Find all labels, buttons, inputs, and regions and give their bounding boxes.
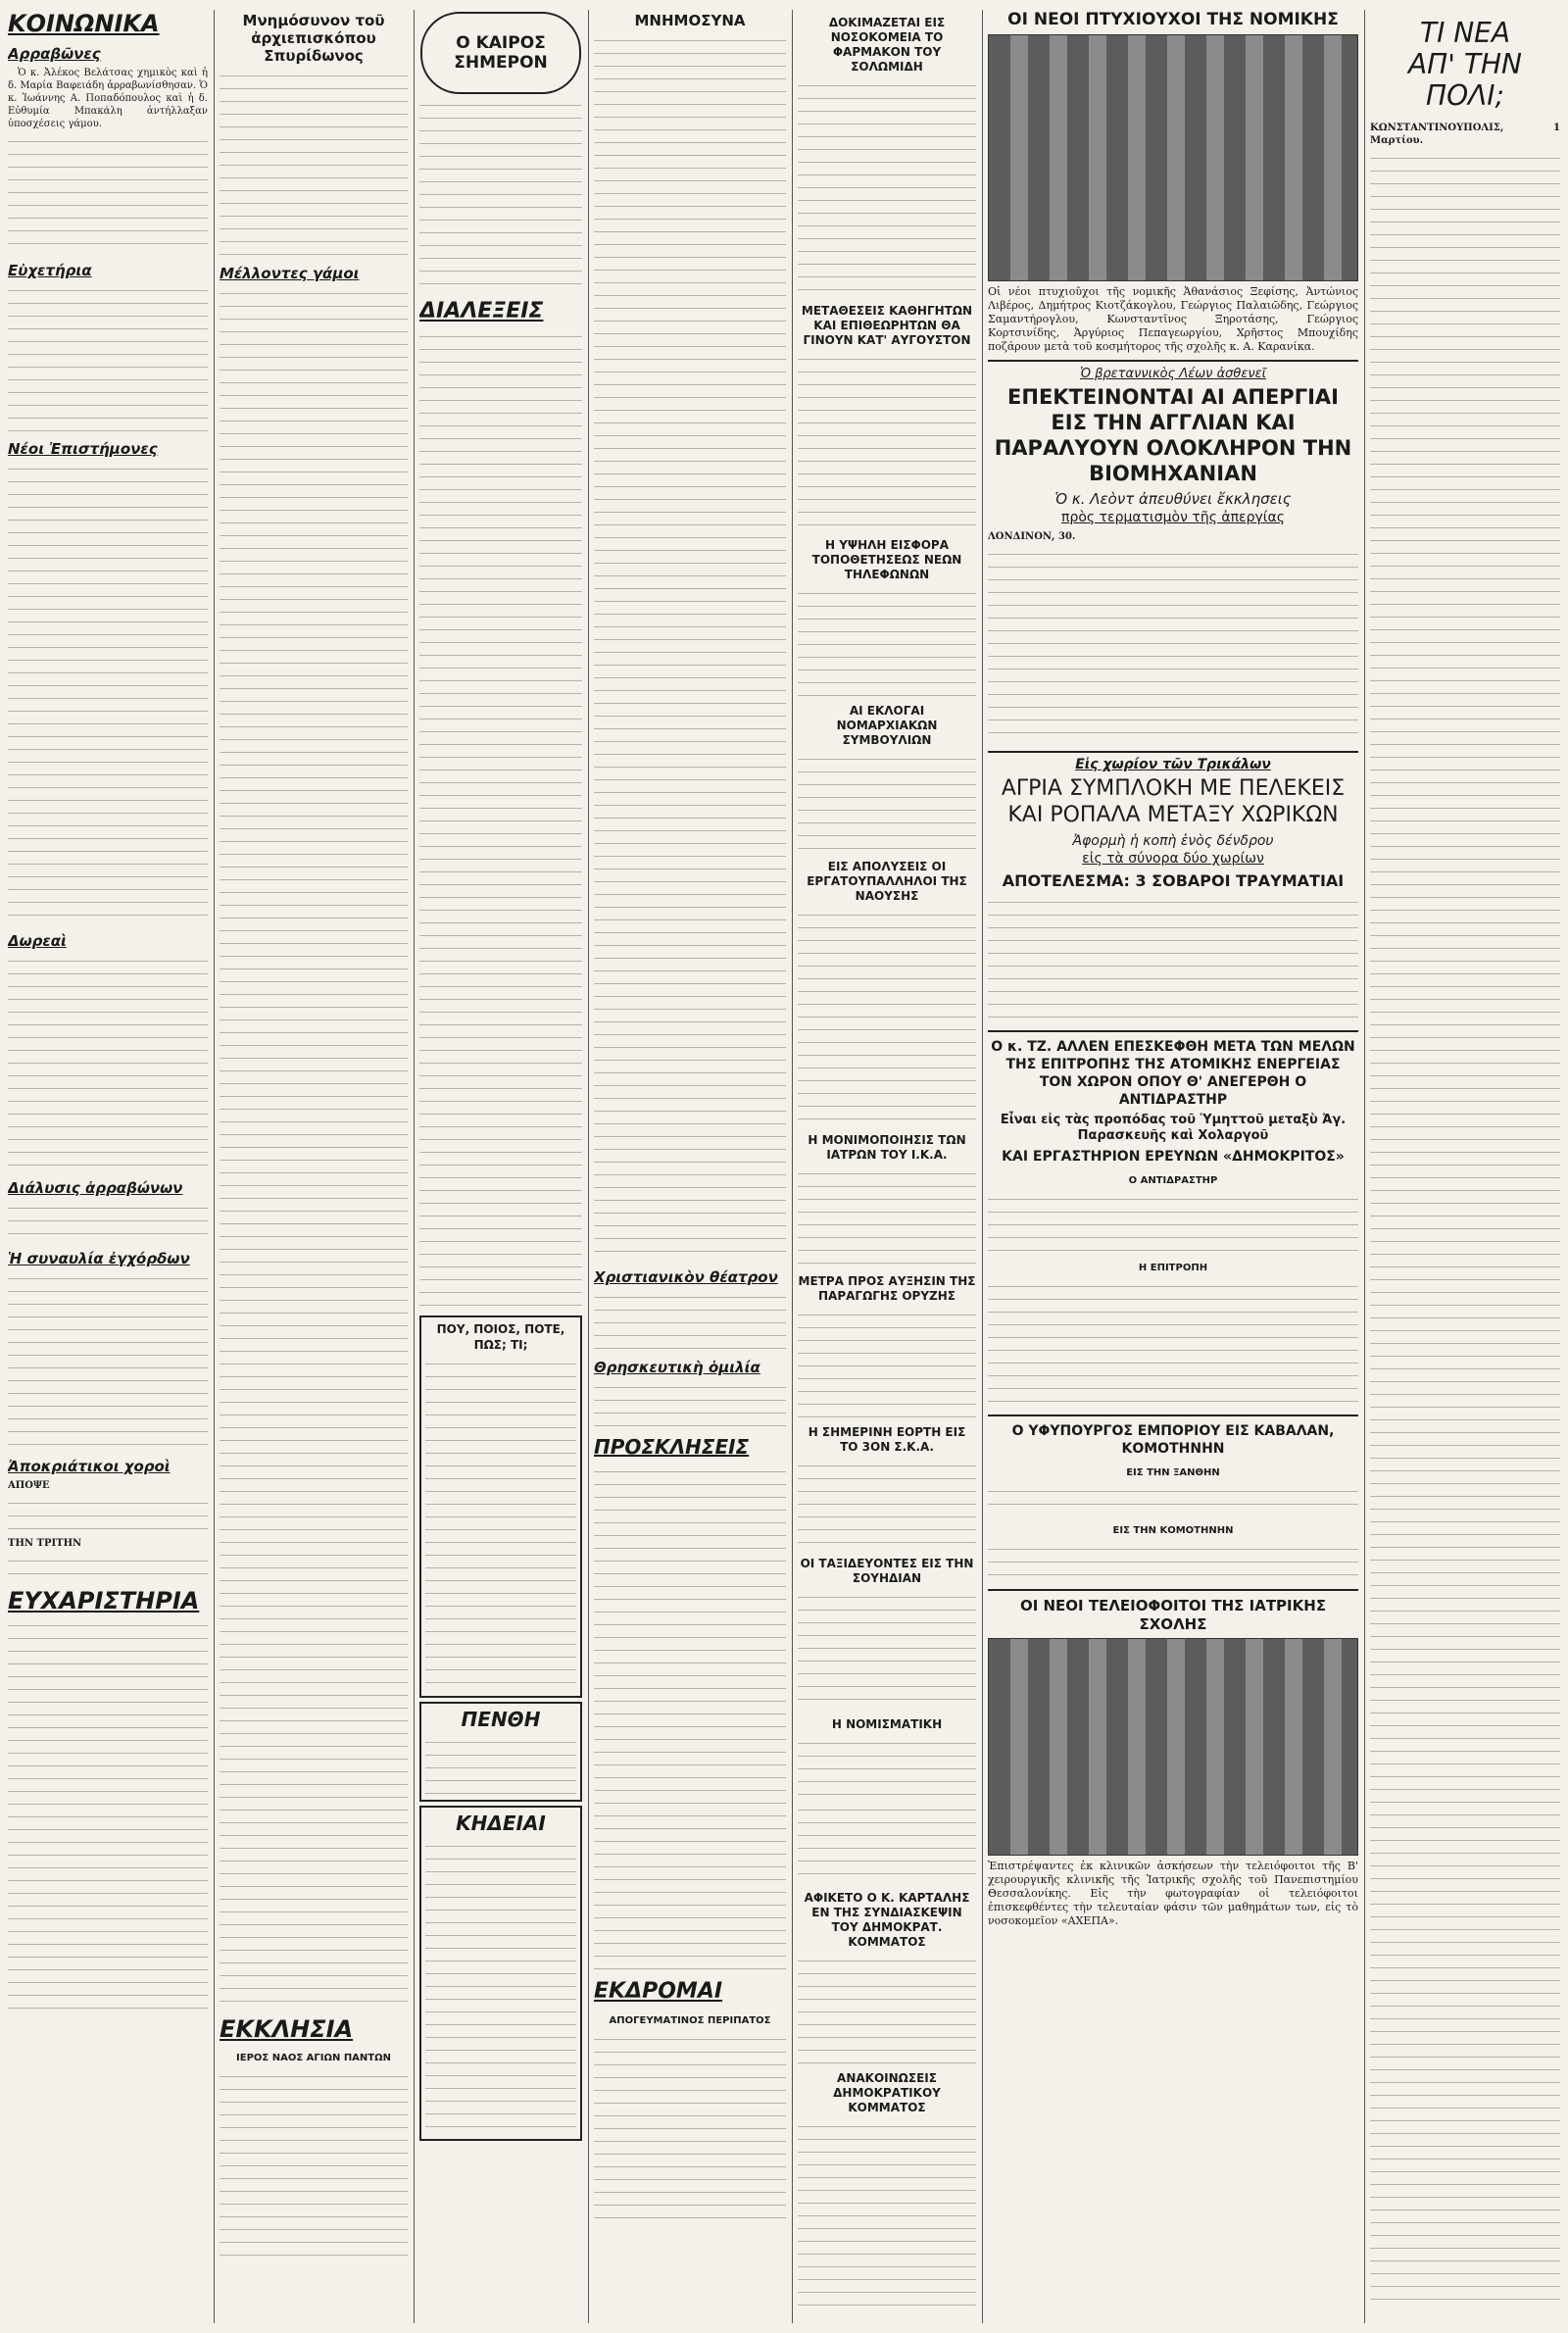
heading-ieros-naos: ΙΕΡΟΣ ΝΑΟΣ ΑΓΙΩΝ ΠΑΝΤΩΝ [236, 2053, 391, 2063]
text-block [988, 1194, 1358, 1253]
subhead-allen-2: ΚΑΙ ΕΡΓΑΣΤΗΡΙΟΝ ΕΡΕΥΝΩΝ «ΔΗΜΟΚΡΙΤΟΣ» [1002, 1149, 1345, 1165]
title-ti-nea-line3: ΠΟΛΙ; [1426, 79, 1504, 112]
text-block [425, 1359, 576, 1692]
photo-law-graduates [988, 34, 1358, 281]
text-block [798, 588, 976, 696]
text-block [425, 1841, 576, 2135]
heading-apokriatikoi: Ἀποκριάτικοι χοροὶ [8, 1458, 171, 1475]
text-block [8, 1620, 208, 2012]
subhead-symploki-2: εἰς τὰ σύνορα δύο χωρίων [1082, 851, 1264, 867]
weather-title-line1: Ο ΚΑΙΡΟΣ [456, 33, 546, 53]
text-block [798, 1956, 976, 2063]
text-block [798, 1310, 976, 1417]
column-rule [982, 10, 983, 2323]
kicker-trikala: Εἰς χωρίον τῶν Τρικάλων [1075, 757, 1271, 772]
headline-ypourgos: Ο ΥΦΥΠΟΥΡΓΟΣ ΕΜΠΟΡΙΟΥ ΕΙΣ ΚΑΒΑΛΑΝ, ΚΟΜΟΤΗΝΗΝ [1011, 1423, 1335, 1457]
column-church [220, 8, 408, 2325]
heading-monimopoiisis: Η ΜΟΝΙΜΟΠΟΙΗΣΙΣ ΤΩΝ ΙΑΤΡΩΝ ΤΟΥ Ι.Κ.Α. [808, 1133, 966, 1162]
heading-christianiko-theatro: Χριστιανικὸν θέατρον [594, 1268, 778, 1286]
text-block [798, 754, 976, 852]
section-title-proskliseis: ΠΡΟΣΚΛΗΣΕΙΣ [594, 1435, 750, 1459]
divider [988, 1030, 1358, 1032]
text-block [594, 35, 786, 1261]
heading-komotini: ΕΙΣ ΤΗΝ ΚΟΜΟΤΗΝΗΝ [1112, 1525, 1234, 1536]
headline-symploki: ΑΓΡΙΑ ΣΥΜΠΛΟΚΗ ΜΕ ΠΕΛΕΚΕΙΣ ΚΑΙ ΡΟΠΑΛΑ ΜΕΤΑΞΥ ΧΩΡΙΚΩΝ [1001, 776, 1346, 827]
heading-ekloges: ΑΙ ΕΚΛΟΓΑΙ ΝΟΜΑΡΧΙΑΚΩΝ ΣΥΜΒΟΥΛΙΩΝ [836, 704, 938, 747]
heading-synaylia: Ἡ συναυλία ἐγχόρδων [8, 1250, 190, 1267]
heading-thriskeftiki-omilia: Θρησκευτικὴ ὁμιλία [594, 1359, 760, 1376]
box-kideiai [419, 1806, 582, 2141]
text-block [594, 1292, 786, 1351]
heading-doreai: Δωρεαὶ [8, 932, 67, 950]
text-block [594, 1466, 786, 1976]
heading-taxiodeuontes: ΟΙ ΤΑΞΙΔΕΥΟΝΤΕΣ ΕΙΣ ΤΗΝ ΣΟΥΗΔΙΑΝ [800, 1557, 974, 1585]
text-block [798, 1738, 976, 1797]
box-pou-poios [419, 1315, 582, 1698]
heading-mnimosynon: Μνημόσυνον τοῦ ἀρχιεπισκόπου Σπυρίδωνος [242, 12, 385, 65]
column-rule [214, 10, 215, 2323]
heading-mellontes-gamoi: Μέλλοντες γάμοι [220, 265, 360, 282]
column-rule [792, 10, 793, 2323]
column-rule [1364, 10, 1365, 2323]
text-block [8, 1273, 208, 1450]
text-block [988, 1486, 1358, 1515]
title-ti-nea-line2: ΑΠ' ΤΗΝ [1408, 48, 1522, 80]
text-block [798, 354, 976, 530]
dateline-constantinople: ΚΩΝΣΤΑΝΤΙΝΟΥΠΟΛΙΣ, 1 Μαρτίου. [1370, 123, 1560, 146]
subhead-symploki-1: Ἀφορμὴ ἡ κοπὴ ἑνὸς δένδρου [1072, 833, 1274, 849]
text-block [8, 464, 208, 924]
text-block [798, 1592, 976, 1710]
section-title-koinonika: ΚΟΙΝΩΝΙΚΑ [8, 10, 160, 37]
title-ti-nea-line1: ΤΙ ΝΕΑ [1419, 17, 1511, 49]
caption-medical-graduates: Ἐπιστρέψαντες ἐκ κλινικῶν ἀσκήσεων τὴν τελειόφοιτοι τῆς Β' χειρουργικῆς κλινικῆς τῆς Ἰατρικῆς σχολῆς τοῦ Πανεπιστημίου Θεσσαλονίκης. Εἰς τὴν φωτογραφίαν οἱ τελειόφοιτοι ἐπισκεφθέντες τὴν τελευταίαν φάσιν τῶν μαθημάτων των, εἰς τὸ νοσοκομεῖον «ΑΧΕΠΑ». [988, 1860, 1358, 1927]
section-title-ekklisia: ΕΚΚΛΗΣΙΑ [220, 2015, 354, 2043]
text-block [798, 1805, 976, 1883]
column-constantinople [1370, 8, 1560, 2325]
heading-anakoinoseis: ΑΝΑΚΟΙΝΩΣΕΙΣ ΔΗΜΟΚΡΑΤΙΚΟΥ ΚΟΜΜΑΤΟΣ [833, 2071, 941, 2114]
text-block [594, 2034, 786, 2230]
column-memorials [594, 8, 786, 2325]
heading-simerini-eorti: Η ΣΗΜΕΡΙΝΗ ΕΟΡΤΗ ΕΙΣ ΤΟ 3ΟΝ Σ.Κ.Α. [808, 1425, 966, 1454]
subhead-apergiai-2: πρὸς τερματισμὸν τῆς ἀπεργίας [1061, 510, 1285, 525]
weather-title-line2: ΣΗΜΕΡΟΝ [454, 53, 548, 73]
heading-dokimazetai: ΔΟΚΙΜΑΖΕΤΑΙ ΕΙΣ ΝΟΣΟΚΟΜΕΙΑ ΤΟ ΦΑΡΜΑΚΟΝ ΤΟΥ ΣΟΛΩΜΙΔΗ [828, 16, 946, 74]
text-block [8, 956, 208, 1171]
subhead-allen-1: Εἶναι εἰς τὰς προπόδας τοῦ Ὑμηττοῦ μεταξὺ Ἀγ. Παρασκευῆς καὶ Χολαργοῦ [1000, 1113, 1347, 1143]
text-block [798, 2121, 976, 2317]
text-block [8, 136, 208, 254]
text-block [798, 910, 976, 1125]
headline-apergiai: ΕΠΕΚΤΕΙΝΟΝΤΑΙ ΑΙ ΑΠΕΡΓΙΑΙ ΕΙΣ ΤΗΝ ΑΓΓΛΙΑΝ ΚΑΙ ΠΑΡΑΛΥΟΥΝ ΟΛΟΚΛΗΡΟΝ ΤΗΝ ΒΙΟΜΗΧΑΝΙΑΝ [994, 385, 1352, 485]
text-block [988, 897, 1358, 1024]
heading-xanthi: ΕΙΣ ΤΗΝ ΞΑΝΘΗΝ [1126, 1467, 1220, 1478]
heading-nomismatiki: Η ΝΟΜΙΣΜΑΤΙΚΗ [831, 1717, 943, 1731]
heading-ptychiouchoi: ΟΙ ΝΕΟΙ ΠΤΥΧΙΟΥΧΟΙ ΤΗΣ ΝΟΜΙΚΗΣ [1007, 10, 1339, 29]
kicker-leon: Ὁ βρεταννικὸς Λέων ἀσθενεῖ [1079, 367, 1267, 381]
divider [988, 360, 1358, 362]
text-block [988, 1544, 1358, 1583]
heading-antidrastir: Ο ΑΝΤΙΔΡΑΣΤΗΡ [1128, 1175, 1218, 1186]
label-triti: ΤΗΝ ΤΡΙΤΗΝ [8, 1538, 82, 1549]
article-text: Ὁ κ. Ἀλέκος Βελάτσας χημικὸς καὶ ἡ δ. Μαρία Βαφειάδη ἀρραβωνίσθησαν. Ὁ κ. Ἰωάννης Α. Ποπαδόπουλος καὶ ἡ δ. Εὐθυμία Μπακάλη ἀντήλλαξαν ὑποσχέσεις γάμου. [8, 68, 208, 129]
text-block [594, 1382, 786, 1431]
text-block [798, 1168, 976, 1266]
column-rule [414, 10, 415, 2323]
heading-afiketo: ΑΦΙΚΕΤΟ Ο Κ. ΚΑΡΤΑΛΗΣ ΕΝ ΤΗΣ ΣΥΝΔΙΑΣΚΕΨΙΝ ΤΟΥ ΔΗΜΟΚΡΑΤ. ΚΟΜΜΑΤΟΣ [804, 1891, 970, 1949]
heading-pou-poios: ΠΟΥ, ΠΟΙΟΣ, ΠΟΤΕ, ΠΩΣ; ΤΙ; [436, 1322, 565, 1352]
text-block [220, 288, 408, 2013]
text-block [419, 331, 582, 1312]
divider [988, 1589, 1358, 1591]
divider [988, 1415, 1358, 1416]
section-title-ekdromai: ΕΚΔΡΟΜΑΙ [594, 1979, 723, 2004]
text-block [8, 1203, 208, 1242]
text-block [798, 1461, 976, 1549]
heading-arravones: Αρραβῶνες [8, 45, 101, 63]
text-block [988, 549, 1358, 745]
heading-mnimosyna: ΜΝΗΜΟΣΥΝΑ [634, 12, 746, 29]
text-block [8, 1498, 208, 1537]
title-ti-nea [1370, 18, 1560, 112]
text-block [8, 1556, 208, 1585]
heading-apogevmatinos: ΑΠΟΓΕΥΜΑΤΙΝΟΣ ΠΕΡΙΠΑΤΟΣ [609, 2015, 771, 2026]
section-title-eucharistiria: ΕΥΧΑΡΙΣΤΗΡΙΑ [8, 1587, 200, 1614]
text-block [8, 285, 208, 432]
heading-metatheseis: ΜΕΤΑΘΕΣΕΙΣ ΚΑΘΗΓΗΤΩΝ ΚΑΙ ΕΠΙΘΕΩΡΗΤΩΝ ΘΑ ΓΙΝΟΥΝ ΚΑΤ' ΑΥΓΟΥΣΤΟΝ [801, 304, 973, 347]
column-news-briefs [798, 8, 976, 2325]
dateline-london: ΛΟΝΔΙΝΟΝ, 30. [988, 531, 1076, 542]
subhead-apergiai-1: Ὁ κ. Λεὸντ ἀπευθύνει ἔκκλησεις [1054, 490, 1292, 508]
heading-eychetiria: Εὐχετήρια [8, 262, 92, 279]
text-block [1370, 153, 1560, 2309]
heading-epitropi: Η ΕΠΙΤΡΟΠΗ [1138, 1263, 1208, 1273]
headline-apotelesma: ΑΠΟΤΕΛΕΣΜΑ: 3 ΣΟΒΑΡΟΙ ΤΡΑΥΜΑΤΙΑΙ [1002, 871, 1345, 890]
divider [988, 751, 1358, 753]
column-main-news [988, 8, 1358, 2325]
text-block [419, 100, 582, 296]
section-title-kideiai: ΚΗΔΕΙΑΙ [456, 1812, 546, 1835]
text-block [220, 71, 408, 257]
column-weather-lectures [419, 8, 582, 2325]
weather-box [420, 12, 581, 94]
text-block [798, 80, 976, 296]
text-block [425, 1737, 576, 1796]
heading-neoi-epistimones: Νέοι Ἐπιστήμονες [8, 440, 158, 458]
heading-metra: ΜΕΤΡΑ ΠΡΟΣ ΑΥΞΗΣΙΝ ΤΗΣ ΠΑΡΑΓΩΓΗΣ ΟΡΥΖΗΣ [798, 1274, 976, 1303]
text-block [988, 1281, 1358, 1409]
text-block [220, 2071, 408, 2267]
photo-medical-graduates [988, 1638, 1358, 1856]
section-title-penthi: ΠΕΝΘΗ [461, 1708, 541, 1731]
caption-law-graduates: Οἱ νέοι πτυχιοῦχοι τῆς νομικῆς Ἀθανάσιος Ξεφίσης, Ἀντώνιος Λιβέρος, Δημήτρος Κιοτζάκογλου, Γεώργιος Παλαιῶδης, Γεώργιος Σαμαντήρογλου, Κωνσταντῖνος Ξηροτάσης, Γεώργιος Κορτσινίδης, Ἀργύριος Πεπαγεωργίου, Χρῆστος Μπουχίδης ποζάρουν μετὰ τοῦ κοσμήτορος τῆς σχολῆς κ. Α. Καρανίκα. [988, 285, 1358, 353]
headline-allen: Ο κ. ΤΖ. ΑΛΛΕΝ ΕΠΕΣΚΕΦΘΗ ΜΕΤΑ ΤΩΝ ΜΕΛΩΝ ΤΗΣ ΕΠΙΤΡΟΠΗΣ ΤΗΣ ΑΤΟΜΙΚΗΣ ΕΝΕΡΓΕΙΑΣ ΤΟΝ ΧΩΡΟΝ ΟΠΟΥ Θ' ΑΝΕΓΕΡΘΗ Ο ΑΝΤΙΔΡΑΣΤΗΡ [991, 1039, 1355, 1108]
heading-dialysis: Διάλυσις ἀρραβώνων [8, 1179, 183, 1197]
section-title-dialexeis: ΔΙΑΛΕΞΕΙΣ [419, 299, 544, 323]
heading-isfora: Η ΥΨΗΛΗ ΕΙΣΦΟΡΑ ΤΟΠΟΘΕΤΗΣΕΩΣ ΝΕΩΝ ΤΗΛΕΦΩΝΩΝ [811, 538, 962, 581]
box-penthi [419, 1702, 582, 1802]
heading-apolyseis: ΕΙΣ ΑΠΟΛΥΣΕΙΣ ΟΙ ΕΡΓΑΤΟΥΠΑΛΛΗΛΟΙ ΤΗΣ ΝΑΟΥΣΗΣ [807, 860, 967, 903]
column-rule [588, 10, 589, 2323]
column-social [8, 8, 208, 2325]
label-apopse: ΑΠΟΨΕ [8, 1480, 50, 1491]
heading-iatrikis: ΟΙ ΝΕΟΙ ΤΕΛΕΙΟΦΟΙΤΟΙ ΤΗΣ ΙΑΤΡΙΚΗΣ ΣΧΟΛΗΣ [1019, 1597, 1327, 1633]
